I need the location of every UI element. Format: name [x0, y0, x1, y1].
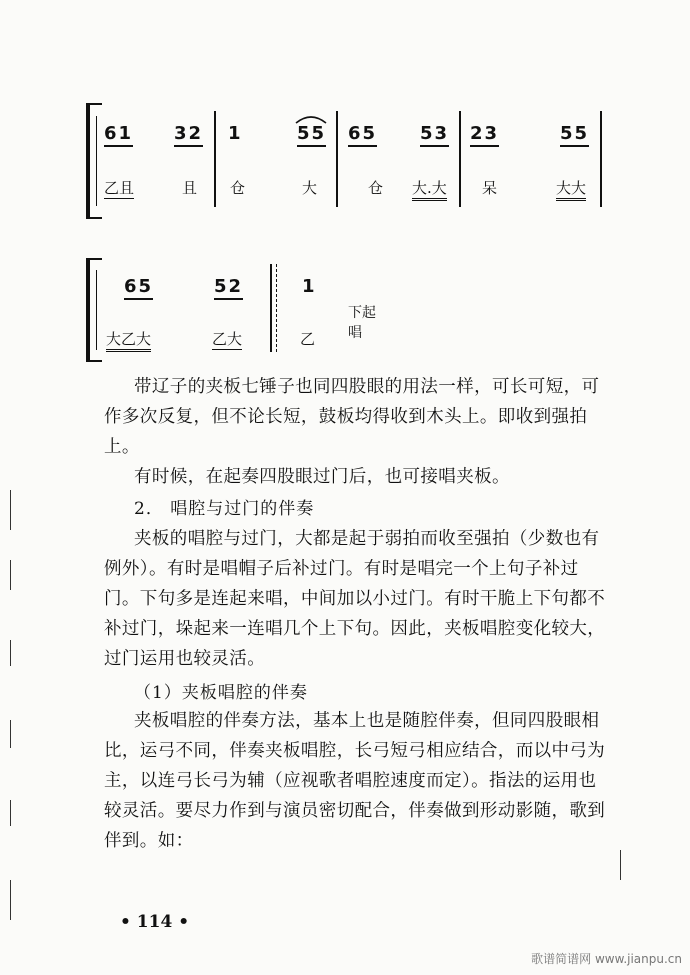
melody-note: 53 [420, 123, 449, 147]
scan-margin-mark [10, 800, 11, 826]
score-annotation: 下起唱 [348, 305, 376, 341]
page-number: • 114 • [120, 912, 190, 932]
paragraph-3: 夹板的唱腔与过门，大都是起于弱拍而收至强拍（少数也有例外）。有时是唱帽子后补过门。有时是唱完一个上句子补过门。下句多是连起来唱，中间加以小过门。有时干脆上下句都不补过门，垛起来一连唱几个上下句。因此，夹板唱腔变化较大，过门运用也较灵活。 [104, 529, 606, 669]
melody-note: 32 [174, 123, 203, 147]
melody-note: 1 [228, 123, 243, 144]
percussion-syllable: 大 [302, 179, 318, 197]
barline [270, 264, 272, 352]
percussion-syllable: 大乙大 [106, 328, 151, 352]
scan-margin-mark [10, 490, 11, 530]
melody-note: 1 [302, 276, 317, 297]
percussion-syllable: 大.大 [412, 177, 447, 201]
percussion-syllable: 且 [182, 179, 198, 197]
barline [459, 111, 461, 207]
melody-note: 55 [560, 123, 589, 147]
subheading: （1）夹板唱腔的伴奏 [134, 683, 308, 703]
score-system-2 [86, 258, 386, 358]
barline [276, 264, 277, 352]
percussion-syllable: 仓 [368, 179, 384, 197]
watermark: 歌谱简谱网 www.jianpu.cn [531, 952, 682, 966]
scan-margin-mark [10, 720, 11, 748]
paragraph-2: 有时候，在起奏四股眼过门后，也可接唱夹板。 [134, 467, 510, 487]
percussion-syllable: 大大 [556, 177, 586, 201]
melody-note: 61 [104, 123, 133, 147]
scan-margin-mark [620, 850, 621, 880]
percussion-syllable: 呆 [482, 179, 498, 197]
melody-note: 55 [297, 123, 326, 147]
scan-margin-mark [10, 880, 11, 920]
melody-note: 65 [348, 123, 377, 147]
scan-margin-mark [10, 640, 11, 666]
barline [336, 111, 338, 207]
score-system-1 [86, 103, 606, 215]
percussion-syllable: 乙大 [212, 330, 243, 348]
melody-note: 65 [124, 276, 153, 300]
melody-note: 23 [470, 123, 499, 147]
scan-margin-mark [10, 560, 11, 590]
paragraph-4: 夹板唱腔的伴奏方法，基本上也是随腔伴奏，但同四股眼相比，运弓不同，伴奏夹板唱腔，长弓短弓相应结合，而以中弓为主，以连弓长弓为辅（应视歌者唱腔速度而定）。指法的运用也较灵活。要尽力作到与演员密切配合，伴奏做到形动影随，歌到伴到。如： [104, 711, 606, 851]
percussion-syllable: 乙 [300, 330, 316, 348]
barline [214, 111, 216, 207]
percussion-syllable: 乙且 [104, 179, 135, 197]
melody-note: 52 [214, 276, 243, 300]
barline [600, 111, 602, 207]
percussion-syllable: 仓 [230, 179, 246, 197]
system-brace [86, 103, 102, 219]
section-heading: 2． 唱腔与过门的伴奏 [134, 499, 315, 519]
system-brace [86, 258, 102, 362]
paragraph-1: 带辽子的夹板七锤子也同四股眼的用法一样，可长可短，可作多次反复，但不论长短，鼓板均得收到木头上。即收到强拍上。 [104, 377, 600, 457]
